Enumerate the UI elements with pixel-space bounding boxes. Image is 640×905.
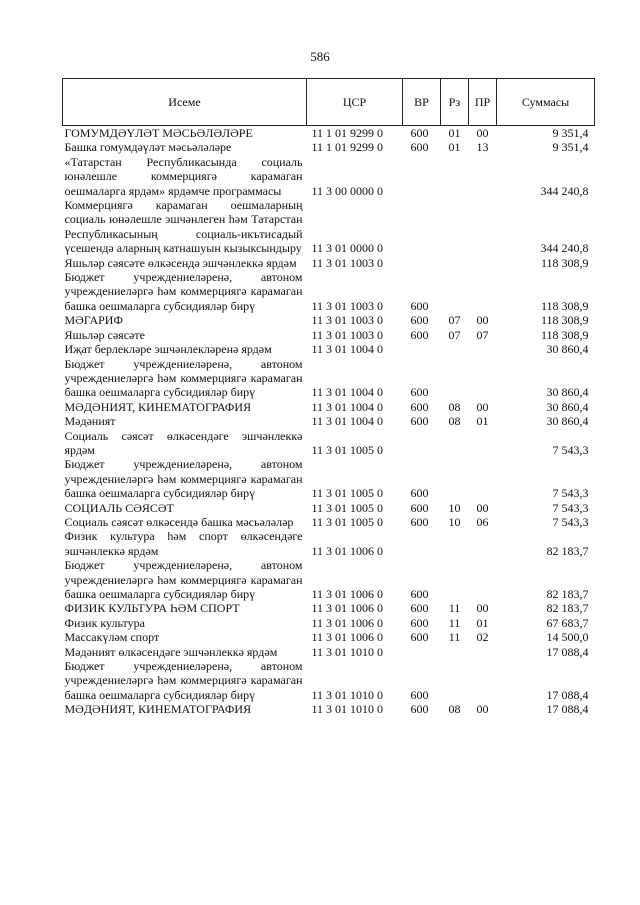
cell-vr: 600 [410,630,429,645]
table-header [63,79,595,126]
cell-csr: 11 3 01 1004 0 [311,342,384,357]
cell-pr: 01 [476,615,489,630]
cell-vr: 600 [410,385,429,400]
cell-vr: 600 [410,615,429,630]
cell-name: Физик культура һәм спорт өлкәсендәге эшчәнлеккә ярдәм [64,529,303,558]
cell-sum: 67 683,7 [546,615,589,630]
cell-sum: 344 240,8 [540,241,589,256]
cell-vr: 600 [410,486,429,501]
cell-vr [403,429,441,458]
table-row [63,501,595,515]
cell-csr: 11 3 01 0000 0 [311,241,384,256]
cell-rz [441,659,469,702]
table-row [63,558,595,601]
table-row [63,126,595,141]
cell-name: МӘДӘНИЯТ, КИНЕМАТОГРАФИЯ [64,399,252,414]
cell-rz: 10 [448,500,461,515]
cell-csr: 11 3 01 1006 0 [311,601,384,616]
cell-name: Бюджет учреждениеләренә, автоном учреждениеләргә һәм коммерциягә карамаган башка оешмаларга субсидияләр бирү [64,356,303,400]
cell-pr: 00 [469,126,497,141]
table-row [63,645,595,659]
cell-sum: 9 351,4 [552,140,589,155]
cell-vr: 600 [410,500,429,515]
cell-name: Массакүләм спорт [64,630,160,645]
cell-name: Бюджет учреждениеләренә, автоном учреждениеләргә һәм коммерциягә карамаган башка оешмаларга субсидияләр бирү [64,270,303,313]
cell-vr: 600 [410,587,429,601]
cell-name: Социаль сәясәт өлкәсендә башка мәсьәләләр [64,514,294,529]
cell-pr [469,659,497,702]
table-row [63,414,595,428]
cell-rz: 08 [448,399,461,414]
cell-sum: 82 183,7 [546,543,589,558]
table-row [63,357,595,400]
cell-vr [403,645,441,659]
cell-name: Коммерциягә карамаган оешмаларның социаль юнәлешле эшчәнлеген һәм Татарстан Республикасының социаль-икътисадый үсешендә аларның катнашуын кызыксындыру [64,198,303,256]
cell-pr [469,155,497,198]
cell-sum: 17 088,4 [546,644,589,659]
cell-pr [469,270,497,313]
cell-pr [469,529,497,558]
cell-pr [469,645,497,659]
cell-csr: 11 3 01 1010 0 [311,644,384,659]
table-row [63,616,595,630]
cell-vr: 600 [403,126,441,141]
cell-name: Бюджет учреждениеләренә, автоном учреждениеләргә һәм коммерциягә карамаган башка оешмаларга субсидияләр бирү [64,558,303,601]
cell-pr [469,429,497,458]
cell-sum: 30 860,4 [546,385,589,400]
cell-name: Мәдәният [64,414,116,429]
cell-sum: 82 183,7 [546,601,589,616]
cell-pr [469,256,497,270]
cell-pr: 07 [476,327,489,342]
cell-csr: 11 3 01 1006 0 [311,587,384,601]
cell-rz: 07 [448,327,461,342]
cell-csr: 11 3 01 1003 0 [311,313,384,328]
cell-csr: 11 3 01 1003 0 [311,327,384,342]
cell-vr [403,342,441,356]
cell-sum: 7 543,3 [552,442,589,457]
cell-csr: 11 3 01 1006 0 [311,543,384,558]
cell-pr: 00 [476,500,489,515]
table-row [63,429,595,458]
cell-csr: 11 3 01 1004 0 [311,414,384,429]
cell-csr: 11 3 01 1005 0 [311,442,384,457]
cell-name: ФИЗИК КУЛЬТУРА ҺӘМ СПОРТ [64,601,240,616]
cell-vr [403,529,441,558]
cell-pr [469,198,497,256]
cell-rz [441,155,469,198]
table-row [63,198,595,256]
cell-csr: 11 3 01 1003 0 [311,255,384,270]
cell-sum: 30 860,4 [546,399,589,414]
cell-sum: 344 240,8 [540,183,589,198]
cell-name: Физик культура [64,615,145,630]
cell-rz: 01 [441,126,469,141]
cell-csr: 11 3 01 1005 0 [311,500,384,515]
table-row [63,328,595,342]
cell-rz [441,645,469,659]
cell-csr: 11 3 00 0000 0 [311,183,384,198]
cell-vr [403,256,441,270]
cell-name: ГОМУМДӘҮЛӘТ МӘСЬӘЛӘЛӘРЕ [63,126,307,141]
cell-rz: 11 [448,615,461,630]
header-pr: ПР [469,79,497,126]
cell-vr: 600 [410,313,429,328]
cell-rz: 11 [448,630,461,645]
table-row [63,140,595,154]
cell-name: «Татарстан Республикасында социаль юнәлешле коммерциягә карамаган оешмаларга ярдәм» ярдәмче программасы [64,154,303,198]
cell-vr: 600 [410,414,429,429]
cell-pr [469,558,497,601]
cell-name: Бюджет учреждениеләренә, автоном учреждениеләргә һәм коммерциягә карамаган башка оешмаларга субсидияләр бирү [64,659,303,702]
cell-name: Иҗат берлекләре эшчәнлекләренә ярдәм [64,342,272,357]
cell-rz: 11 [448,601,461,616]
table-row [63,659,595,702]
cell-sum: 118 308,9 [540,313,589,328]
table-row [63,529,595,558]
cell-sum: 118 308,9 [540,327,589,342]
cell-sum: 17 088,4 [546,687,589,702]
cell-name: Бюджет учреждениеләренә, автоном учреждениеләргә һәм коммерциягә карамаган башка оешмаларга субсидияләр бирү [64,457,303,501]
cell-name: Яшьләр сәясәте өлкәсендә эшчәнлеккә ярдәм [64,255,297,270]
cell-name: Башка гомумдәүләт мәсьәләләре [64,140,232,155]
cell-vr: 600 [410,327,429,342]
cell-pr [469,357,497,400]
cell-csr: 11 3 01 1005 0 [311,486,384,501]
cell-rz [441,357,469,400]
table-row [63,400,595,414]
cell-rz: 08 [448,702,461,717]
cell-rz [441,558,469,601]
cell-rz: 07 [448,313,461,328]
cell-csr: 11 3 01 1010 0 [311,687,384,702]
cell-pr: 00 [476,702,489,717]
cell-rz: 08 [448,414,461,429]
cell-vr [403,155,441,198]
cell-csr: 11 3 01 1004 0 [311,399,384,414]
header-vr: ВР [403,79,441,126]
table-row [63,313,595,327]
header-sum: Суммасы [497,79,595,126]
cell-csr: 11 3 01 1010 0 [311,702,384,717]
table-row [63,256,595,270]
cell-rz [441,529,469,558]
table-row [63,270,595,313]
header-name: Исеме [63,79,307,126]
cell-vr: 600 [410,298,429,313]
cell-csr: 11 3 01 1006 0 [311,615,384,630]
budget-table [62,78,595,717]
cell-name: Социаль сәясәт өлкәсендәге эшчәнлеккә ярдәм [64,428,303,457]
header-rz: Рз [441,79,469,126]
cell-pr: 13 [476,140,489,155]
cell-name: МӘГАРИФ [64,313,123,328]
cell-name: Яшьләр сәясәте [64,327,145,342]
table-row [63,155,595,198]
cell-sum: 118 308,9 [540,298,589,313]
cell-sum: 7 543,3 [552,514,589,529]
cell-pr: 06 [476,514,489,529]
cell-vr: 600 [410,687,429,702]
cell-pr: 00 [476,313,489,328]
header-csr: ЦСР [307,79,403,126]
cell-rz: 10 [448,514,461,529]
table-row [63,515,595,529]
table-row [63,702,595,716]
cell-sum: 9 351,4 [497,126,595,141]
cell-sum: 82 183,7 [546,587,589,601]
cell-sum: 30 860,4 [546,342,589,357]
cell-pr: 00 [476,601,489,616]
cell-csr: 11 3 01 1005 0 [311,514,384,529]
cell-vr: 600 [410,601,429,616]
table-row [63,601,595,615]
cell-rz [441,198,469,256]
cell-rz [441,429,469,458]
cell-rz [441,457,469,500]
cell-vr: 600 [410,702,429,717]
cell-vr: 600 [410,399,429,414]
table-row [63,630,595,644]
cell-csr: 11 3 01 1004 0 [311,385,384,400]
cell-rz [441,256,469,270]
cell-rz [441,342,469,356]
cell-vr [403,198,441,256]
cell-name: Мәдәният өлкәсендәге эшчәнлеккә ярдәм [64,644,278,659]
table-row [63,457,595,500]
cell-sum: 30 860,4 [546,414,589,429]
cell-sum: 118 308,9 [540,255,589,270]
cell-vr: 600 [410,514,429,529]
cell-name: МӘДӘНИЯТ, КИНЕМАТОГРАФИЯ [64,702,252,717]
cell-sum: 7 543,3 [552,486,589,501]
page-number: 586 [310,49,330,64]
cell-name: СОЦИАЛЬ СӘЯСӘТ [64,500,174,515]
cell-sum: 17 088,4 [546,702,589,717]
cell-rz [441,270,469,313]
cell-pr [469,342,497,356]
cell-csr: 11 1 01 9299 0 [307,126,403,141]
cell-csr: 11 3 01 1006 0 [311,630,384,645]
cell-rz: 01 [448,140,461,155]
cell-sum: 7 543,3 [552,500,589,515]
cell-sum: 14 500,0 [546,630,589,645]
table-row [63,342,595,356]
cell-vr: 600 [410,140,429,155]
cell-pr: 02 [476,630,489,645]
cell-pr [469,457,497,500]
cell-csr: 11 1 01 9299 0 [311,140,384,155]
cell-csr: 11 3 01 1003 0 [311,298,384,313]
cell-pr: 01 [476,414,489,429]
table-body [63,126,595,717]
cell-pr: 00 [476,399,489,414]
